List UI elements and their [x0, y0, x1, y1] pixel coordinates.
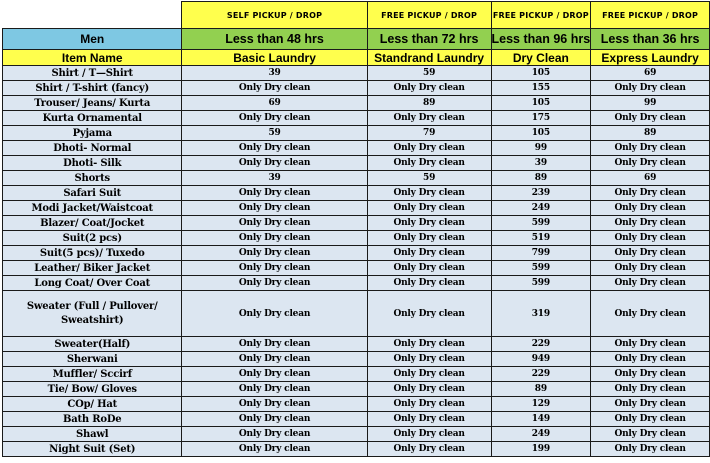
dry-price-cell: 249 [491, 427, 591, 442]
pickup-express: FREE PICKUP / DROP [591, 2, 710, 29]
item-name-cell: Leather/ Biker Jacket [3, 261, 182, 276]
table-row [3, 352, 710, 367]
item-name-cell: Shorts [3, 171, 182, 186]
express-price-cell: 69 [591, 66, 710, 81]
express-price-cell: Only Dry clean [591, 382, 710, 397]
category-label: Men [3, 29, 182, 50]
standard-price-cell: Only Dry clean [367, 337, 491, 352]
basic-price-cell: Only Dry clean [182, 186, 367, 201]
standard-price-cell: Only Dry clean [367, 261, 491, 276]
standard-price-cell: Only Dry clean [367, 216, 491, 231]
standard-price-cell: Only Dry clean [367, 291, 491, 337]
table-row [3, 367, 710, 382]
basic-price-cell: Only Dry clean [182, 442, 367, 457]
item-name-cell: Long Coat/ Over Coat [3, 276, 182, 291]
pickup-row [3, 2, 710, 29]
table-row [3, 231, 710, 246]
dry-price-cell: 239 [491, 186, 591, 201]
dry-price-cell: 599 [491, 261, 591, 276]
express-price-cell: Only Dry clean [591, 427, 710, 442]
item-name-cell: Bath RoDe [3, 412, 182, 427]
express-price-cell: Only Dry clean [591, 261, 710, 276]
table-row [3, 276, 710, 291]
standard-price-cell: Only Dry clean [367, 111, 491, 126]
item-name-cell: Night Suit (Set) [3, 442, 182, 457]
express-price-cell: 99 [591, 96, 710, 111]
table-row [3, 442, 710, 457]
table-row [3, 66, 710, 81]
table-row [3, 397, 710, 412]
dry-price-cell: 99 [491, 141, 591, 156]
basic-price-cell: Only Dry clean [182, 427, 367, 442]
express-price-cell: Only Dry clean [591, 442, 710, 457]
table-row [3, 382, 710, 397]
item-name-cell: Dhoti- Normal [3, 141, 182, 156]
item-name-cell: Muffler/ Sccirf [3, 367, 182, 382]
basic-price-cell: 59 [182, 126, 367, 141]
express-price-cell: Only Dry clean [591, 231, 710, 246]
dry-price-cell: 249 [491, 201, 591, 216]
table-row [3, 186, 710, 201]
item-name-cell: Shawl [3, 427, 182, 442]
table-row [3, 246, 710, 261]
standard-price-cell: Only Dry clean [367, 352, 491, 367]
basic-price-cell: Only Dry clean [182, 337, 367, 352]
basic-price-cell: Only Dry clean [182, 246, 367, 261]
express-price-cell: Only Dry clean [591, 111, 710, 126]
express-price-cell: Only Dry clean [591, 186, 710, 201]
standard-price-cell: Only Dry clean [367, 141, 491, 156]
item-name-cell: COp/ Hat [3, 397, 182, 412]
item-name-text: Sweater (Full / Pullover/ Sweatshirt) [26, 300, 158, 326]
standard-price-cell: Only Dry clean [367, 186, 491, 201]
express-price-cell: Only Dry clean [591, 367, 710, 382]
express-price-cell: Only Dry clean [591, 201, 710, 216]
express-price-cell: Only Dry clean [591, 156, 710, 171]
basic-price-cell: Only Dry clean [182, 397, 367, 412]
turnaround-basic: Less than 48 hrs [182, 29, 367, 50]
item-name-cell: Dhoti- Silk [3, 156, 182, 171]
dry-price-cell: 89 [491, 382, 591, 397]
dry-price-cell: 129 [491, 397, 591, 412]
dry-price-cell: 949 [491, 352, 591, 367]
basic-price-cell: Only Dry clean [182, 382, 367, 397]
basic-price-cell: Only Dry clean [182, 216, 367, 231]
header-standard: Standrand Laundry [367, 50, 491, 66]
standard-price-cell: Only Dry clean [367, 442, 491, 457]
standard-price-cell: 79 [367, 126, 491, 141]
turnaround-dry: Less than 96 hrs [491, 29, 591, 50]
standard-price-cell: Only Dry clean [367, 397, 491, 412]
table-row [3, 96, 710, 111]
table-row [3, 141, 710, 156]
dry-price-cell: 599 [491, 276, 591, 291]
basic-price-cell: Only Dry clean [182, 156, 367, 171]
basic-price-cell: Only Dry clean [182, 291, 367, 337]
basic-price-cell: Only Dry clean [182, 201, 367, 216]
basic-price-cell: Only Dry clean [182, 276, 367, 291]
table-row [3, 111, 710, 126]
corner-cell [3, 2, 182, 29]
express-price-cell: Only Dry clean [591, 216, 710, 231]
dry-price-cell: 229 [491, 337, 591, 352]
item-name-cell: Blazer/ Coat/Jocket [3, 216, 182, 231]
express-price-cell: Only Dry clean [591, 352, 710, 367]
basic-price-cell: Only Dry clean [182, 412, 367, 427]
basic-price-cell: Only Dry clean [182, 111, 367, 126]
dry-price-cell: 599 [491, 216, 591, 231]
table-row [3, 261, 710, 276]
standard-price-cell: Only Dry clean [367, 412, 491, 427]
item-name-cell [3, 291, 182, 337]
item-name-cell: Sweater(Half) [3, 337, 182, 352]
item-name-cell: Shirt / T—Shirt [3, 66, 182, 81]
dry-price-cell: 175 [491, 111, 591, 126]
standard-price-cell: Only Dry clean [367, 156, 491, 171]
item-name-cell: Tie/ Bow/ Gloves [3, 382, 182, 397]
header-basic: Basic Laundry [182, 50, 367, 66]
basic-price-cell: Only Dry clean [182, 352, 367, 367]
header-item: Item Name [3, 50, 182, 66]
item-name-cell: Suit(5 pcs)/ Tuxedo [3, 246, 182, 261]
dry-price-cell: 319 [491, 291, 591, 337]
table-row [3, 427, 710, 442]
standard-price-cell: 59 [367, 66, 491, 81]
standard-price-cell: Only Dry clean [367, 231, 491, 246]
express-price-cell: Only Dry clean [591, 291, 710, 337]
item-name-cell: Suit(2 pcs) [3, 231, 182, 246]
express-price-cell: 89 [591, 126, 710, 141]
pickup-dry: FREE PICKUP / DROP [491, 2, 591, 29]
header-dry: Dry Clean [491, 50, 591, 66]
standard-price-cell: Only Dry clean [367, 367, 491, 382]
dry-price-cell: 799 [491, 246, 591, 261]
standard-price-cell: Only Dry clean [367, 276, 491, 291]
table-row [3, 156, 710, 171]
standard-price-cell: Only Dry clean [367, 81, 491, 96]
table-row [3, 216, 710, 231]
price-table [2, 1, 710, 457]
basic-price-cell: 39 [182, 66, 367, 81]
table-row [3, 201, 710, 216]
item-name-cell: Safari Suit [3, 186, 182, 201]
standard-price-cell: Only Dry clean [367, 201, 491, 216]
basic-price-cell: Only Dry clean [182, 261, 367, 276]
basic-price-cell: 39 [182, 171, 367, 186]
turnaround-standard: Less than 72 hrs [367, 29, 491, 50]
table-row [3, 81, 710, 96]
basic-price-cell: 69 [182, 96, 367, 111]
dry-price-cell: 199 [491, 442, 591, 457]
table-row [3, 337, 710, 352]
dry-price-cell: 89 [491, 171, 591, 186]
turnaround-express: Less than 36 hrs [591, 29, 710, 50]
dry-price-cell: 105 [491, 126, 591, 141]
table-row [3, 126, 710, 141]
express-price-cell: Only Dry clean [591, 412, 710, 427]
table-row [3, 291, 710, 337]
header-express: Express Laundry [591, 50, 710, 66]
express-price-cell: Only Dry clean [591, 337, 710, 352]
dry-price-cell: 149 [491, 412, 591, 427]
price-table-body [3, 2, 710, 457]
item-name-cell: Kurta Ornamental [3, 111, 182, 126]
standard-price-cell: Only Dry clean [367, 246, 491, 261]
basic-price-cell: Only Dry clean [182, 231, 367, 246]
dry-price-cell: 105 [491, 66, 591, 81]
express-price-cell: Only Dry clean [591, 246, 710, 261]
table-row [3, 171, 710, 186]
header-row [3, 50, 710, 66]
item-name-cell: Modi Jacket/Waistcoat [3, 201, 182, 216]
express-price-cell: Only Dry clean [591, 276, 710, 291]
standard-price-cell: Only Dry clean [367, 382, 491, 397]
standard-price-cell: 59 [367, 171, 491, 186]
pickup-standard: FREE PICKUP / DROP [367, 2, 491, 29]
express-price-cell: 69 [591, 171, 710, 186]
basic-price-cell: Only Dry clean [182, 141, 367, 156]
basic-price-cell: Only Dry clean [182, 367, 367, 382]
basic-price-cell: Only Dry clean [182, 81, 367, 96]
item-name-cell: Shirt / T-shirt (fancy) [3, 81, 182, 96]
dry-price-cell: 105 [491, 96, 591, 111]
dry-price-cell: 229 [491, 367, 591, 382]
standard-price-cell: 89 [367, 96, 491, 111]
standard-price-cell: Only Dry clean [367, 427, 491, 442]
dry-price-cell: 155 [491, 81, 591, 96]
dry-price-cell: 519 [491, 231, 591, 246]
express-price-cell: Only Dry clean [591, 141, 710, 156]
express-price-cell: Only Dry clean [591, 397, 710, 412]
express-price-cell: Only Dry clean [591, 81, 710, 96]
turnaround-row [3, 29, 710, 50]
item-name-cell: Pyjama [3, 126, 182, 141]
dry-price-cell: 39 [491, 156, 591, 171]
pickup-basic: SELF PICKUP / DROP [182, 2, 367, 29]
item-name-cell: Sherwani [3, 352, 182, 367]
table-row [3, 412, 710, 427]
item-name-cell: Trouser/ Jeans/ Kurta [3, 96, 182, 111]
